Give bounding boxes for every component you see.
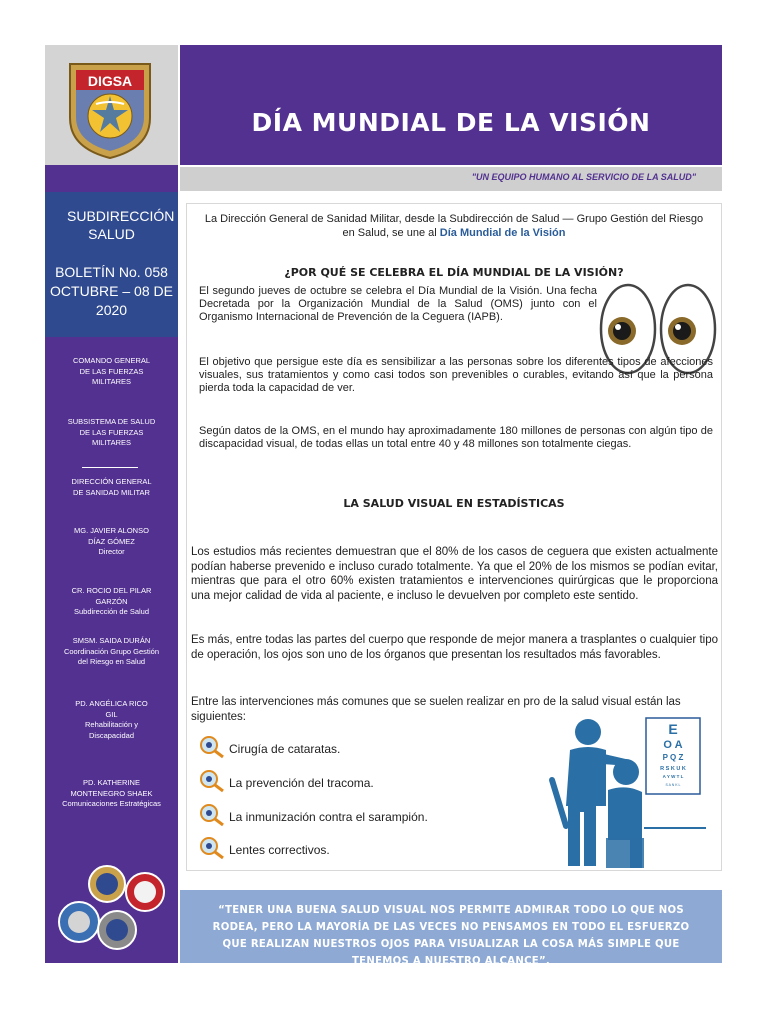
digsa-seal-logo xyxy=(66,60,154,160)
sidebar-item-name: PD. ANGÉLICA RICO GIL xyxy=(75,699,148,719)
boletin-info xyxy=(45,263,178,320)
boletin-number: BOLETÍN No. 058 xyxy=(55,264,168,280)
institutional-logos xyxy=(55,862,170,954)
closing-quote: “TENER UNA BUENA SALUD VISUAL NOS PERMITE ADMIRAR TODO LO QUE NOS RODEA, PERO LA MAYORÍA DE LAS VECES NO PENSAMOS EN TODO EL ESFUERZO QUE REALIZAN NUESTROS OJOS PARA VISUALIZAR LA COSA MÁS SIMPLE QUE TENEMOS A NUESTRO ALCANCE”. xyxy=(212,903,690,967)
page-title: DÍA MUNDIAL DE LA VISIÓN xyxy=(251,108,651,137)
intro-body: La Dirección General de Sanidad Militar, desde la Subdirección de Salud — Grupo Gestión del Riesgo en Salud, se une al xyxy=(204,213,704,239)
sidebar-item-role: Comunicaciones Estratégicas xyxy=(62,799,161,808)
subdireccion-label: SUBDIRECCIÓN SALUD xyxy=(67,208,175,242)
sidebar-item-name: CR. ROCIO DEL PILAR GARZÓN xyxy=(71,586,152,606)
list-item-label: La inmunización contra el sarampión. xyxy=(229,810,428,824)
magnifier-eye-icon xyxy=(198,836,226,860)
sidebar-item xyxy=(45,699,178,741)
eye-chart-row: R S K U K xyxy=(660,766,686,772)
intro-highlight: Día Mundial de la Visión xyxy=(439,227,566,239)
list-item-label: Lentes correctivos. xyxy=(229,843,330,857)
list-item-label: La prevención del tracoma. xyxy=(229,776,374,790)
section-title-stats: LA SALUD VISUAL EN ESTADÍSTICAS xyxy=(343,497,565,510)
eye-exam-illustration xyxy=(546,716,714,872)
doctor-head xyxy=(575,719,601,745)
boletin-date: OCTUBRE – 08 DE 2020 xyxy=(50,283,173,318)
eye-chart-row: S A N K L xyxy=(665,783,681,787)
header-band xyxy=(180,45,722,165)
sidebar-item-name: COMANDO GENERAL DE LAS FUERZAS MILITARES xyxy=(72,356,151,386)
patient-head xyxy=(613,759,639,785)
sidebar-item-name: PD. KATHERINE MONTENEGRO SHAEK xyxy=(70,778,153,798)
sidebar-item-role: Rehabilitación y Discapacidad xyxy=(85,720,138,740)
eye-chart-row: O A xyxy=(663,739,683,751)
sidebar-item-name: DIRECCIÓN GENERAL DE SANIDAD MILITAR xyxy=(71,477,152,497)
sidebar-item-name: MG. JAVIER ALONSO DÍAZ GÓMEZ xyxy=(74,526,149,546)
sidebar-item-name: SUBSISTEMA DE SALUD DE LAS FUERZAS MILITARES xyxy=(67,417,156,447)
paragraph: Es más, entre todas las partes del cuerpo que responde de mejor manera a trasplantes o cualquier tipo de operación, los ojos son uno de los órganos que presentan los resultados más favorables. xyxy=(191,634,718,661)
sidebar-item xyxy=(45,417,178,449)
sidebar-item xyxy=(45,356,178,388)
sidebar-item xyxy=(45,636,178,668)
paragraph: Según datos de la OMS, en el mundo hay aproximadamente 180 millones de personas con algún tipo de discapacidad visual, de todas ellas un total entre 40 y 48 millones son totalmente ciegas. xyxy=(199,425,713,450)
sidebar-item xyxy=(45,477,178,498)
intro-text xyxy=(200,212,708,240)
paragraph: El segundo jueves de octubre se celebra el Día Mundial de la Visión. Una fecha Decretada por la Organización Mundial de la Salud (OMS) junto con el Organismo Internacional de Prevención de la Ceguera (IAPB). xyxy=(199,285,597,323)
magnifier-eye-icon xyxy=(198,769,226,793)
sidebar-item-name: SMSM. SAIDA DURÁN xyxy=(72,636,151,645)
slogan-bar xyxy=(180,167,722,191)
eye-chart-row: A Y W T L xyxy=(662,774,684,779)
paragraph-text: El objetivo que persigue este día es sensibilizar a las personas sobre los diferentes tipos de afecciones visuales, sus tratamientos y como casi todos son prevenibles o curables, evitando así que la persona pierda toda la capacidad de ver. xyxy=(199,356,713,394)
paragraph xyxy=(199,356,713,395)
paragraph: Los estudios más recientes demuestran que el 80% de los casos de ceguera que existen actualmente podían haberse prevenido e incluso curado totalmente. Ya que el 20% de los mismos se podían evitar, mientras que para el otro 60% existen tratamientos e intervenciones quirúrgicas que le proporciona una mejor calidad de vida al paciente, e incluso le devuelven por completo este sentido. xyxy=(191,546,718,602)
section-title-why: ¿POR QUÉ SE CELEBRA EL DÍA MUNDIAL DE LA VISIÓN? xyxy=(284,266,624,279)
eye-chart-row: P Q Z xyxy=(662,753,684,762)
slogan: "UN EQUIPO HUMANO AL SERVICIO DE LA SALUD" xyxy=(471,172,696,182)
doctor-body xyxy=(566,747,606,866)
sidebar-item xyxy=(45,526,178,558)
sidebar-item-role: Coordinación Grupo Gestión del Riesgo en Salud xyxy=(63,646,160,666)
paragraph: Entre las intervenciones más comunes que se suelen realizar en pro de la salud visual están las siguientes: xyxy=(191,696,681,723)
list-item-label: Cirugía de cataratas. xyxy=(229,742,341,756)
sidebar-item-role: Subdirección de Salud xyxy=(73,607,150,616)
magnifier-eye-icon xyxy=(198,735,226,759)
sidebar-item xyxy=(45,586,178,618)
sidebar-item-role: Director xyxy=(98,547,125,556)
digsa-logo-text: DIGSA xyxy=(87,73,133,89)
eye-chart-row: E xyxy=(668,721,678,737)
sidebar-item xyxy=(45,778,178,810)
magnifier-eye-icon xyxy=(198,803,226,827)
sidebar-divider xyxy=(82,467,138,468)
